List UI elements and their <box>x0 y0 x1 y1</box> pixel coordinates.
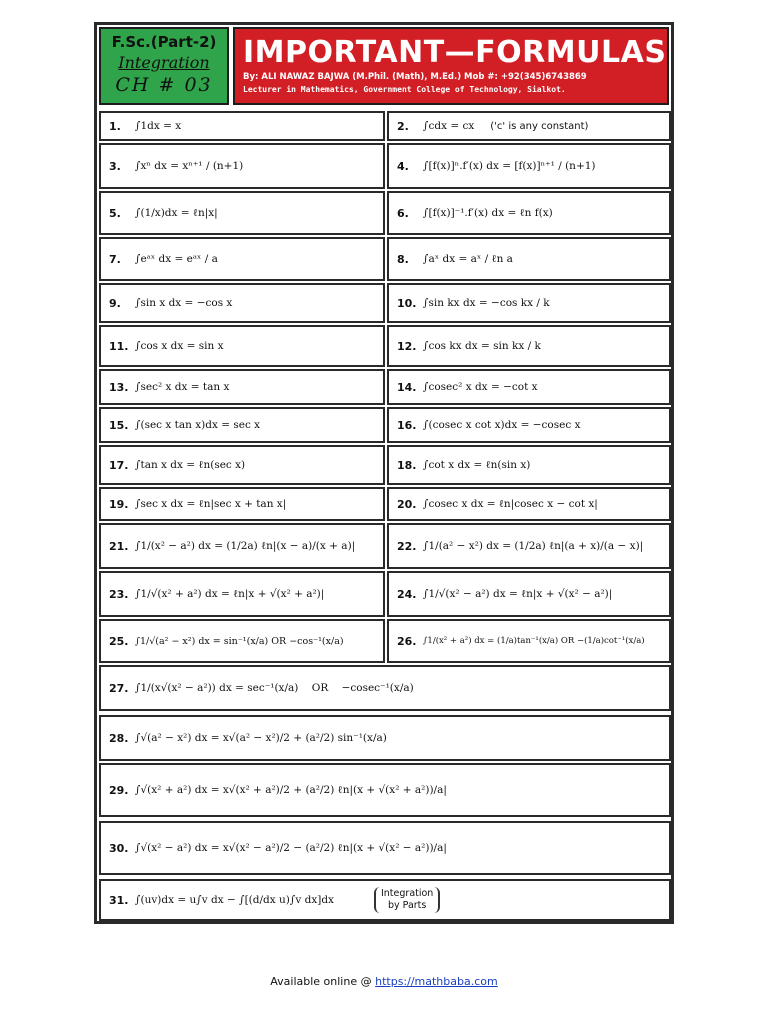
formula-cell-31 <box>99 879 671 921</box>
formula-number: 25. <box>109 634 129 648</box>
formula-number: 19. <box>109 497 129 511</box>
formula-cell-21 <box>99 523 385 569</box>
formula-number: 2. <box>397 119 409 133</box>
formula-expression: ∫cot x dx = ℓn(sin x) <box>423 459 531 471</box>
formula-cell-27 <box>99 665 671 711</box>
formula-number: 28. <box>109 731 129 745</box>
title-banner <box>233 27 669 105</box>
badge-course: F.Sc.(Part-2) <box>111 33 217 51</box>
formula-expression: ∫[f(x)]ⁿ.f′(x) dx = [f(x)]ⁿ⁺¹ / (n+1) <box>423 160 596 172</box>
formula-expression: ∫(cosec x cot x)dx = −cosec x <box>423 419 581 431</box>
formula-cell-7 <box>99 237 385 281</box>
formula-number: 9. <box>109 296 121 310</box>
position-line: Lecturer in Mathematics, Government College of Technology, Sialkot. <box>243 85 566 94</box>
formula-number: 30. <box>109 841 129 855</box>
formula-number: 18. <box>397 458 417 472</box>
formula-cell-15 <box>99 407 385 443</box>
formula-expression: ∫1/(x² + a²) dx = (1/a)tan⁻¹(x/a) OR −(1/a)cot⁻¹(x/a) <box>423 636 645 646</box>
formula-number: 22. <box>397 539 417 553</box>
formula-cell-3 <box>99 143 385 189</box>
formula-number: 5. <box>109 206 121 220</box>
formula-cell-20 <box>387 487 671 521</box>
formula-expression: ∫(sec x tan x)dx = sec x <box>135 419 261 431</box>
integration-by-parts-note <box>374 887 440 913</box>
formula-number: 26. <box>397 634 417 648</box>
formula-expression: ∫1/√(a² − x²) dx = sin⁻¹(x/a) OR −cos⁻¹(x/a) <box>135 635 344 647</box>
formula-expression: ∫xⁿ dx = xⁿ⁺¹ / (n+1) <box>135 160 244 172</box>
formula-cell-6 <box>387 191 671 235</box>
note-line-2: by Parts <box>387 900 427 911</box>
formula-sheet <box>94 22 674 924</box>
formula-cell-13 <box>99 369 385 405</box>
sheet-header <box>97 25 671 109</box>
formula-cell-12 <box>387 325 671 367</box>
formula-number: 23. <box>109 587 129 601</box>
formula-cell-14 <box>387 369 671 405</box>
formula-cell-17 <box>99 445 385 485</box>
formula-expression: ∫1/(a² − x²) dx = (1/2a) ℓn|(a + x)/(a − x)| <box>423 540 644 552</box>
formula-expression: ∫1/(x² − a²) dx = (1/2a) ℓn|(x − a)/(x + a)| <box>135 540 356 552</box>
badge-topic: Integration <box>118 53 210 72</box>
formula-cell-5 <box>99 191 385 235</box>
formula-number: 1. <box>109 119 121 133</box>
formula-cell-30 <box>99 821 671 875</box>
formula-number: 12. <box>397 339 417 353</box>
formula-number: 15. <box>109 418 129 432</box>
formula-cell-22 <box>387 523 671 569</box>
formula-expression: ∫(1/x)dx = ℓn|x| <box>135 207 218 219</box>
formula-note: ('c' is any constant) <box>490 120 589 132</box>
chapter-badge <box>99 27 229 105</box>
formula-number: 17. <box>109 458 129 472</box>
formula-number: 29. <box>109 783 129 797</box>
footer-link[interactable]: https://mathbaba.com <box>375 975 498 988</box>
formula-number: 27. <box>109 681 129 695</box>
formula-cell-24 <box>387 571 671 617</box>
formula-expression: ∫cos x dx = sin x <box>135 340 224 352</box>
formula-number: 3. <box>109 159 121 173</box>
formula-cell-28 <box>99 715 671 761</box>
formula-cell-10 <box>387 283 671 323</box>
formula-expression: ∫1/(x√(x² − a²)) dx = sec⁻¹(x/a) OR −cosec⁻¹(x/a) <box>135 682 414 694</box>
formula-expression: ∫√(x² + a²) dx = x√(x² + a²)/2 + (a²/2) ℓn|(x + √(x² + a²))/a| <box>135 784 447 796</box>
formula-expression: ∫√(a² − x²) dx = x√(a² − x²)/2 + (a²/2) sin⁻¹(x/a) <box>135 732 387 744</box>
formula-number: 4. <box>397 159 409 173</box>
formula-expression: ∫(uv)dx = u∫v dx − ∫[(d/dx u)∫v dx]dx <box>135 894 334 906</box>
formula-expression: ∫sin kx dx = −cos kx / k <box>423 297 550 309</box>
formula-expression: ∫tan x dx = ℓn(sec x) <box>135 459 246 471</box>
formula-expression: ∫cosec x dx = ℓn|cosec x − cot x| <box>423 498 598 510</box>
formula-cell-26 <box>387 619 671 663</box>
author-line: By: ALI NAWAZ BAJWA (M.Phil. (Math), M.Ed.) Mob #: +92(345)6743869 <box>243 72 587 82</box>
formula-number: 14. <box>397 380 417 394</box>
formula-number: 6. <box>397 206 409 220</box>
formula-number: 10. <box>397 296 417 310</box>
formula-expression: ∫1/√(x² + a²) dx = ℓn|x + √(x² + a²)| <box>135 588 325 600</box>
formula-expression: ∫sin x dx = −cos x <box>135 297 233 309</box>
formula-cell-18 <box>387 445 671 485</box>
formula-expression: ∫1/√(x² − a²) dx = ℓn|x + √(x² − a²)| <box>423 588 613 600</box>
formula-cell-2 <box>387 111 671 141</box>
formula-expression: ∫sec² x dx = tan x <box>135 381 230 393</box>
formula-cell-9 <box>99 283 385 323</box>
formula-number: 7. <box>109 252 121 266</box>
sheet-title: IMPORTANT—FORMULAS <box>243 35 667 70</box>
formula-expression: ∫eᵃˣ dx = eᵃˣ / a <box>135 253 218 265</box>
formula-expression: ∫cos kx dx = sin kx / k <box>423 340 541 352</box>
formula-expression: ∫√(x² − a²) dx = x√(x² − a²)/2 − (a²/2) ℓn|(x + √(x² − a²))/a| <box>135 842 447 854</box>
formula-expression: ∫sec x dx = ℓn|sec x + tan x| <box>135 498 287 510</box>
formula-number: 8. <box>397 252 409 266</box>
note-line-1: Integration <box>380 888 434 899</box>
formula-cell-19 <box>99 487 385 521</box>
formula-number: 16. <box>397 418 417 432</box>
formula-cell-23 <box>99 571 385 617</box>
footer-prefix: Available online @ <box>270 975 376 988</box>
badge-chapter: CH # 03 <box>115 74 213 96</box>
formula-expression: ∫aˣ dx = aˣ / ℓn a <box>423 253 513 265</box>
formula-cell-29 <box>99 763 671 817</box>
formula-expression: ∫[f(x)]⁻¹.f′(x) dx = ℓn f(x) <box>423 207 553 219</box>
formula-cell-16 <box>387 407 671 443</box>
formula-number: 11. <box>109 339 129 353</box>
formula-number: 21. <box>109 539 129 553</box>
formula-expression: ∫cdx = cx <box>423 120 475 132</box>
formula-number: 31. <box>109 893 129 907</box>
formula-cell-1 <box>99 111 385 141</box>
formula-expression: ∫1dx = x <box>135 120 182 132</box>
formula-cell-4 <box>387 143 671 189</box>
formula-number: 20. <box>397 497 417 511</box>
page-footer <box>0 975 768 988</box>
formula-cell-8 <box>387 237 671 281</box>
formula-cell-25 <box>99 619 385 663</box>
formula-number: 24. <box>397 587 417 601</box>
formula-expression: ∫cosec² x dx = −cot x <box>423 381 538 393</box>
formula-cell-11 <box>99 325 385 367</box>
formula-number: 13. <box>109 380 129 394</box>
